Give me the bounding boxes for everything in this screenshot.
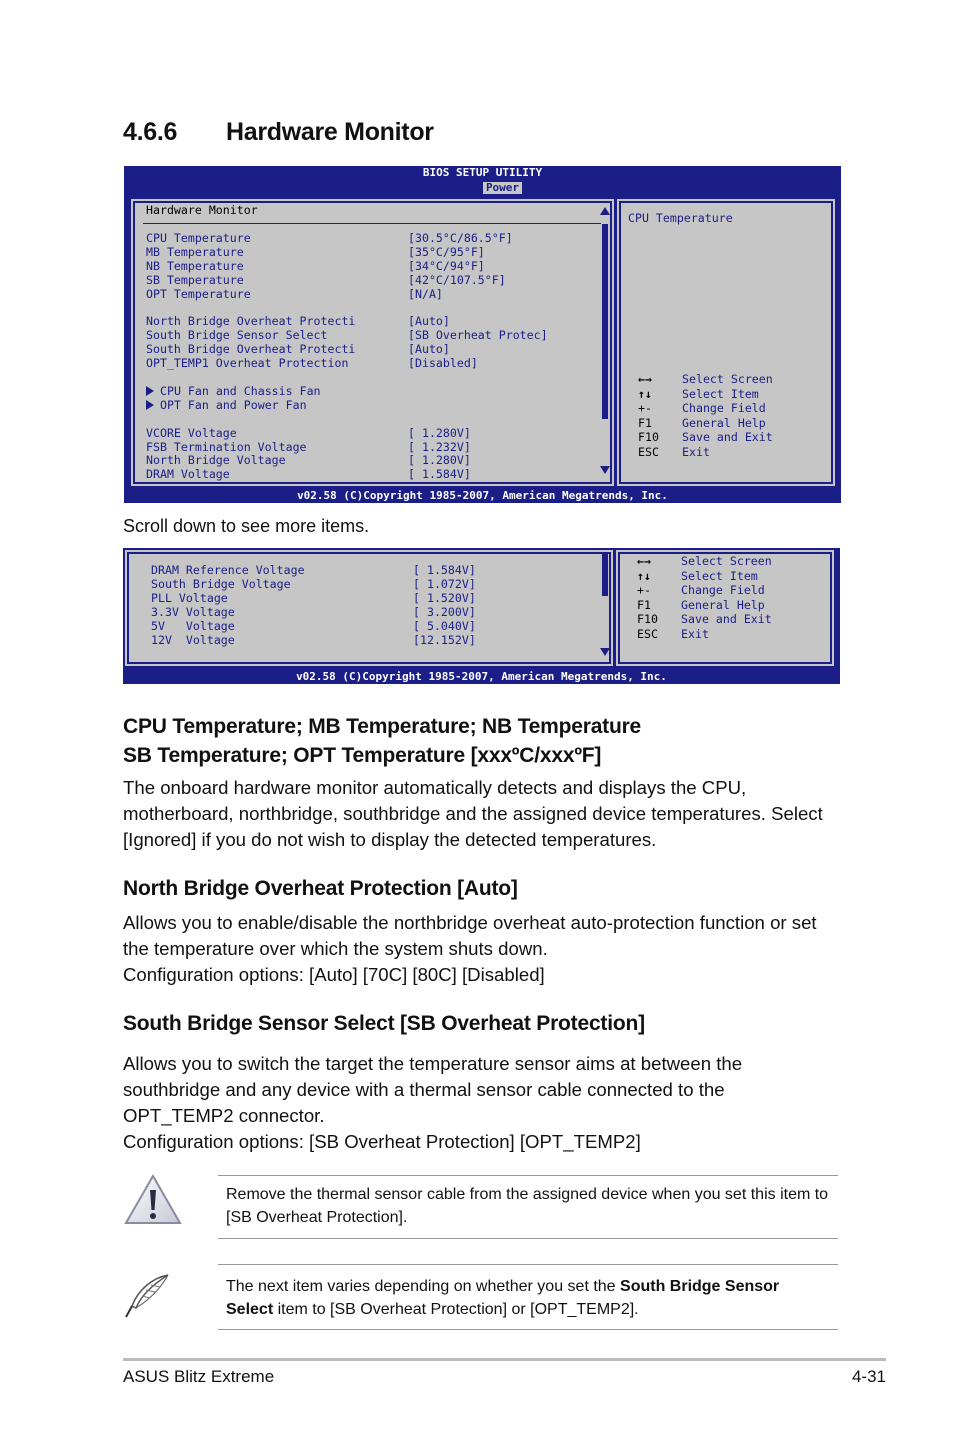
footer-product: ASUS Blitz Extreme xyxy=(123,1367,275,1386)
key-action-label: Select Screen xyxy=(681,554,772,568)
bios-screen-scrolled xyxy=(123,548,840,684)
bios-item-label[interactable]: DRAM Reference Voltage xyxy=(151,563,305,577)
heading-line-2: SB Temperature; OPT Temperature [xxxºC/xxxºF] xyxy=(123,744,602,767)
section-title-text: Hardware Monitor xyxy=(226,118,434,146)
key-action-label: Save and Exit xyxy=(682,430,773,445)
bios-help-pane-2 xyxy=(618,552,832,664)
bios-help-pane xyxy=(619,201,833,484)
bios-item-value[interactable]: [Auto] xyxy=(408,342,450,357)
key-select-screen-shortcut: ←→ xyxy=(637,554,651,568)
bios-item-label[interactable]: South Bridge Voltage xyxy=(151,576,291,591)
key-save-exit-shortcut: F10 xyxy=(637,612,658,627)
submenu-arrow-icon xyxy=(146,400,154,410)
key-action-label: Select Screen xyxy=(682,372,773,386)
key-action-label: General Help xyxy=(682,415,766,430)
scroll-down-arrow-icon[interactable] xyxy=(600,466,610,474)
bios-item-value[interactable]: [ 3.200V] xyxy=(413,604,476,619)
bios-item-label[interactable]: South Bridge Overheat Protecti xyxy=(146,342,356,357)
key-action-label: Change Field xyxy=(681,583,765,598)
bios-item-value[interactable]: [35°C/95°F] xyxy=(408,244,485,259)
key-action-label: Select Item xyxy=(681,568,758,583)
note-text-bold: South Bridge Sensor Select xyxy=(226,1278,780,1318)
nb-overheat-options: Configuration options: [Auto] [70C] [80C] [Disabled] xyxy=(123,964,545,985)
scrollbar[interactable] xyxy=(601,216,609,466)
key-action-label: Save and Exit xyxy=(681,612,772,627)
bios-item-label[interactable]: South Bridge Sensor Select xyxy=(146,328,328,343)
submenu-item[interactable] xyxy=(146,385,321,399)
sb-sensor-description xyxy=(123,1051,803,1155)
bios-title: BIOS SETUP UTILITY xyxy=(422,166,543,179)
key-change-field-shortcut: +- xyxy=(637,583,651,598)
tab-power[interactable]: Power xyxy=(483,182,522,194)
scrollbar-2[interactable] xyxy=(601,554,609,646)
sb-sensor-options: Configuration options: [SB Overheat Protection] [OPT_TEMP2] xyxy=(123,1131,641,1152)
key-general-help-shortcut: F1 xyxy=(637,597,651,612)
bios-item-value[interactable]: [34°C/94°F] xyxy=(408,258,485,273)
bios-item-label[interactable]: PLL Voltage xyxy=(151,590,228,605)
sb-sensor-body: Allows you to switch the target the temperature sensor aims at between the southbridge and any device with a thermal sensor cable connected to the OPT_TEMP2 connector. xyxy=(123,1053,743,1126)
help-title: CPU Temperature xyxy=(628,211,733,225)
bios-screen-main xyxy=(124,166,841,503)
bios-item-value[interactable]: [SB Overheat Protec] xyxy=(408,328,548,343)
heading-line-1: CPU Temperature; MB Temperature; NB Temperature xyxy=(123,715,642,738)
bios-item-label[interactable]: MB Temperature xyxy=(146,244,244,259)
bios-copyright: v02.58 (C)Copyright 1985-2007, American Megatrends, Inc. xyxy=(297,489,668,502)
bios-item-value[interactable]: [12.152V] xyxy=(413,632,476,647)
bios-left-pane-2 xyxy=(127,552,611,664)
submenu-label: CPU Fan and Chassis Fan xyxy=(160,383,321,398)
bios-item-value[interactable]: [ 5.040V] xyxy=(413,618,476,633)
key-action-label: Exit xyxy=(681,627,709,641)
subsection-heading-temperatures xyxy=(123,712,641,770)
bios-item-value[interactable]: [ 1.280V] xyxy=(408,453,471,468)
key-select-item-shortcut: ↑↓ xyxy=(637,568,651,583)
bios-heading: Hardware Monitor xyxy=(146,203,258,217)
bios-item-value[interactable]: [ 1.232V] xyxy=(408,439,471,454)
key-action-label: Change Field xyxy=(682,401,766,416)
caution-box xyxy=(218,1175,838,1239)
bios-item-value[interactable]: [Disabled] xyxy=(408,356,478,371)
key-action-label: General Help xyxy=(681,597,765,612)
scroll-down-arrow-icon-2[interactable] xyxy=(600,648,610,656)
feather-pen-icon xyxy=(122,1272,172,1320)
bios-item-label[interactable]: FSB Termination Voltage xyxy=(146,439,307,454)
key-save-exit-shortcut: F10 xyxy=(638,430,659,445)
bios-item-label[interactable]: OPT_TEMP1 Overheat Protection xyxy=(146,356,349,371)
bios-item-label[interactable]: SB Temperature xyxy=(146,272,244,287)
bios-item-value[interactable]: [ 1.520V] xyxy=(413,590,476,605)
subsection-heading-nb-overheat: North Bridge Overheat Protection [Auto] xyxy=(123,877,518,900)
submenu-item[interactable] xyxy=(146,399,307,413)
bios-item-value[interactable]: [42°C/107.5°F] xyxy=(408,272,506,287)
note-text-before: The next item varies depending on whether you set the xyxy=(226,1278,621,1295)
footer-page-number: 4-31 xyxy=(851,1367,886,1386)
key-action-label: Exit xyxy=(682,445,710,459)
bios-item-value[interactable]: [ 1.280V] xyxy=(408,425,471,440)
note-text-after: item to [SB Overheat Protection] or [OPT_TEMP2]. xyxy=(273,1301,639,1318)
submenu-label: OPT Fan and Power Fan xyxy=(160,397,307,412)
key-exit-shortcut: ESC xyxy=(638,445,659,459)
subsection-heading-sb-sensor: South Bridge Sensor Select [SB Overheat Protection] xyxy=(123,1012,645,1035)
submenu-arrow-icon xyxy=(146,386,154,396)
heading-rule xyxy=(143,223,602,224)
bios-item-label[interactable]: OPT Temperature xyxy=(146,286,251,301)
bios-item-value[interactable]: [ 1.072V] xyxy=(413,576,476,591)
scroll-up-arrow-icon[interactable] xyxy=(600,207,610,215)
bios-item-value[interactable]: [30.5°C/86.5°F] xyxy=(408,231,513,245)
caution-icon xyxy=(123,1173,183,1227)
caution-text: Remove the thermal sensor cable from the assigned device when you set this item to [SB Overheat Protection]. xyxy=(226,1186,829,1226)
key-general-help-shortcut: F1 xyxy=(638,415,652,430)
key-select-item-shortcut: ↑↓ xyxy=(638,386,652,401)
bios-copyright-2: v02.58 (C)Copyright 1985-2007, American Megatrends, Inc. xyxy=(296,670,667,683)
footer-rule xyxy=(123,1358,886,1361)
scrollbar-thumb-2[interactable] xyxy=(602,554,608,596)
scroll-caption: Scroll down to see more items. xyxy=(123,516,370,536)
bios-left-pane xyxy=(133,201,612,484)
bios-item-label[interactable]: North Bridge Overheat Protecti xyxy=(146,314,356,329)
bios-item-value[interactable]: [ 1.584V] xyxy=(408,467,471,482)
key-action-label: Select Item xyxy=(682,386,759,401)
scrollbar-thumb[interactable] xyxy=(602,224,608,419)
bios-item-label[interactable]: 5V Voltage xyxy=(151,618,235,633)
bios-item-label[interactable]: DRAM Voltage xyxy=(146,467,230,482)
bios-item-label[interactable]: NB Temperature xyxy=(146,258,244,273)
bios-item-label[interactable]: 3.3V Voltage xyxy=(151,604,235,619)
note-box xyxy=(218,1264,838,1330)
temperatures-description: The onboard hardware monitor automatically detects and displays the CPU, motherboard, northbridge, southbridge and the assigned device temperatures. Select [Ignored] if you do not wish to display the detected temperatures. xyxy=(123,777,823,850)
key-change-field-shortcut: +- xyxy=(638,401,652,416)
bios-item-value[interactable]: [ 1.584V] xyxy=(413,563,476,577)
bios-item-label[interactable]: 12V Voltage xyxy=(151,632,235,647)
nb-overheat-body: Allows you to enable/disable the northbridge overheat auto-protection function or set the temperature over which the system shuts down. xyxy=(123,912,817,959)
section-title xyxy=(123,118,434,147)
bios-item-label[interactable]: North Bridge Voltage xyxy=(146,453,286,468)
bios-item-label[interactable]: CPU Temperature xyxy=(146,231,251,245)
key-exit-shortcut: ESC xyxy=(637,627,658,641)
bios-item-label[interactable]: VCORE Voltage xyxy=(146,425,237,440)
bios-item-value[interactable]: [N/A] xyxy=(408,286,443,301)
nb-overheat-description xyxy=(123,910,833,988)
section-number: 4.6.6 xyxy=(123,118,178,146)
key-select-screen-shortcut: ←→ xyxy=(638,372,652,386)
bios-item-value[interactable]: [Auto] xyxy=(408,314,450,329)
